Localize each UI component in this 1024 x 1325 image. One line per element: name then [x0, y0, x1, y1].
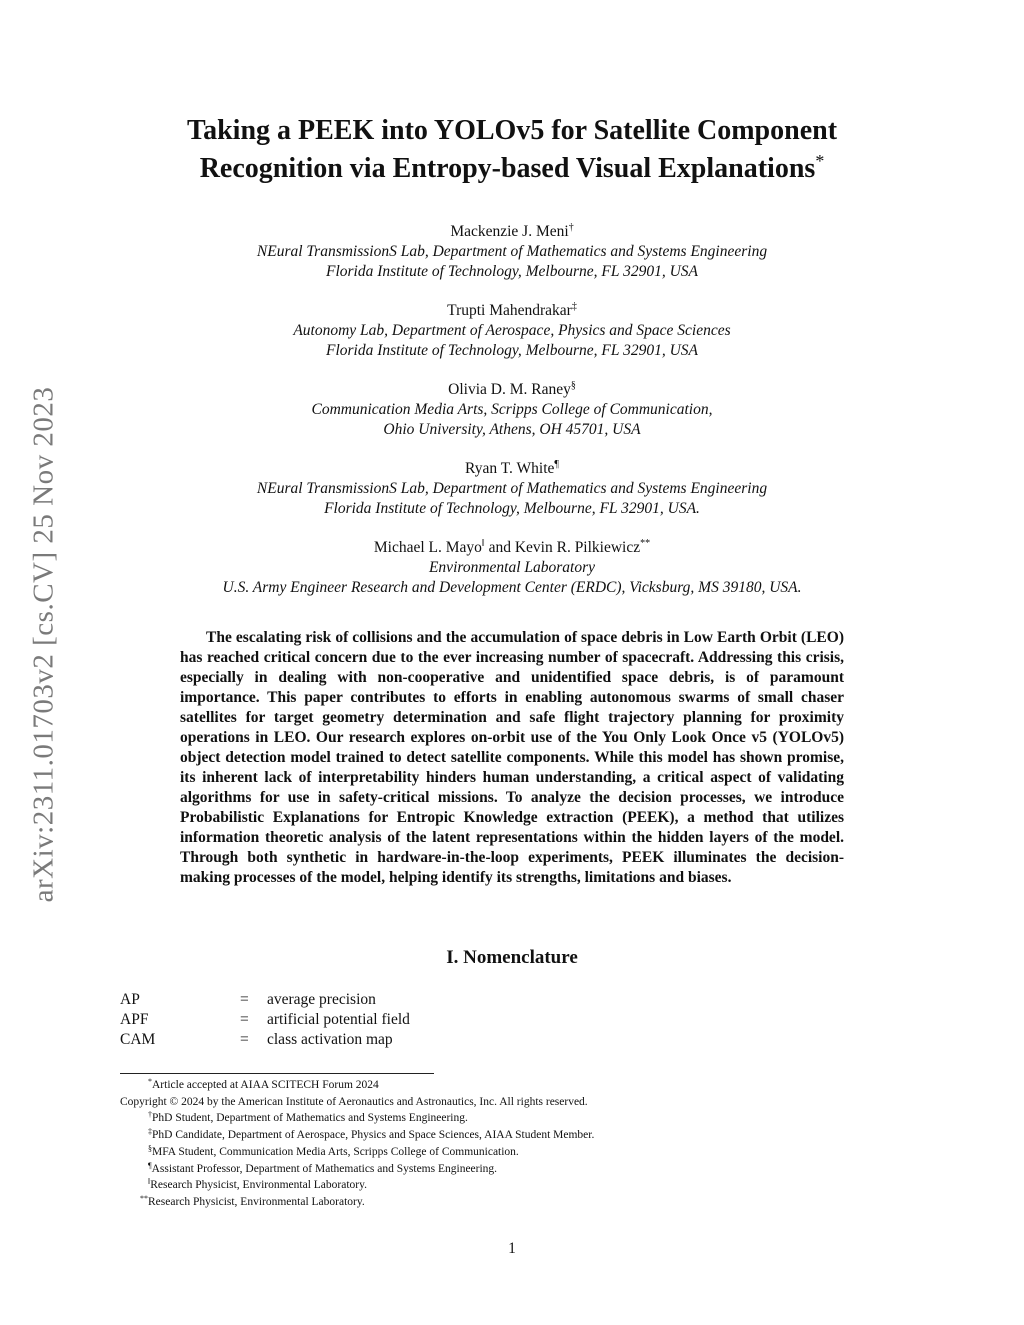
- footnote-text: Copyright © 2024 by the American Institute of Aeronautics and Astronautics, Inc. All rights reserved.: [120, 1095, 588, 1108]
- nomenclature-row: [120, 990, 904, 1010]
- title-line-2: Recognition via Entropy-based Visual Explanations: [199, 153, 816, 184]
- author-footnote-mark: ‖: [481, 538, 485, 549]
- author-name-text: and Kevin R. Pilkiewicz: [484, 539, 641, 556]
- nomenclature-row: [120, 1010, 904, 1030]
- author-footnote-mark: **: [640, 538, 651, 549]
- footnote-mark: †: [148, 1110, 152, 1120]
- author-affiliation-line: Ohio University, Athens, OH 45701, USA: [383, 421, 641, 438]
- author-footnote-mark: ¶: [554, 459, 559, 470]
- footnote: [120, 1094, 904, 1111]
- nomenclature-definition: class activation map: [267, 1031, 393, 1048]
- nomenclature-row: [120, 1030, 904, 1050]
- nomenclature-definition: artificial potential field: [267, 1011, 410, 1028]
- author-affiliation-line: Communication Media Arts, Scripps College of Communication,: [311, 401, 713, 418]
- nomenclature-equals: =: [240, 1011, 249, 1028]
- footnote-text: Article accepted at AIAA SCITECH Forum 2024: [152, 1079, 379, 1091]
- author-block-raney: [120, 380, 904, 440]
- footnote-mark: §: [148, 1143, 152, 1153]
- footnote: [120, 1110, 904, 1127]
- author-name-text: Olivia D. M. Raney: [448, 381, 571, 398]
- footnote-mark: ‡: [148, 1127, 152, 1137]
- footnote-text: PhD Candidate, Department of Aerospace, Physics and Space Sciences, AIAA Student Member.: [152, 1129, 595, 1142]
- author-name-text: Trupti Mahendrakar: [447, 302, 572, 319]
- author-affiliation-line: NEural TransmissionS Lab, Department of Mathematics and Systems Engineering: [256, 480, 768, 497]
- arxiv-identifier-text: arXiv:2311.01703v2 [cs.CV] 25 Nov 2023: [27, 386, 60, 902]
- author-affiliation-line: U.S. Army Engineer Research and Development Center (ERDC), Vicksburg, MS 39180, USA.: [222, 579, 802, 596]
- nomenclature-list: [120, 990, 904, 1050]
- author-block-white: [120, 459, 904, 519]
- page-number: 1: [508, 1240, 516, 1257]
- footnote: [120, 1144, 904, 1161]
- author-affiliation-line: Environmental Laboratory: [428, 559, 596, 576]
- nomenclature-equals: =: [240, 1031, 249, 1048]
- author-block-mahendrakar: [120, 301, 904, 361]
- nomenclature-definition: average precision: [267, 991, 376, 1008]
- title-line-1: Taking a PEEK into YOLOv5 for Satellite Component: [186, 115, 838, 146]
- footnote-text: Research Physicist, Environmental Laboratory.: [148, 1195, 365, 1208]
- nomenclature-abbreviation: APF: [120, 1011, 149, 1028]
- footnote-mark: ¶: [148, 1160, 152, 1170]
- footnote: [120, 1161, 904, 1178]
- footnote: [120, 1177, 904, 1194]
- footnotes: [120, 1077, 904, 1211]
- footnote-text: Research Physicist, Environmental Laboratory.: [150, 1179, 367, 1192]
- footnote-text: MFA Student, Communication Media Arts, Scripps College of Communication.: [152, 1145, 519, 1158]
- author-footnote-mark: ‡: [571, 301, 577, 312]
- section-heading-nomenclature: I. Nomenclature: [446, 947, 578, 968]
- author-name: [120, 380, 904, 400]
- author-affiliation-line: Autonomy Lab, Department of Aerospace, Physics and Space Sciences: [293, 322, 731, 339]
- nomenclature-abbreviation: CAM: [120, 1031, 156, 1048]
- author-name-text: Ryan T. White: [465, 460, 555, 477]
- author-affiliation-line: Florida Institute of Technology, Melbourne, FL 32901, USA: [326, 263, 698, 280]
- nomenclature-abbreviation: AP: [120, 991, 140, 1008]
- footnote-mark: **: [140, 1193, 148, 1203]
- author-footnote-mark: †: [568, 222, 574, 233]
- author-list: [120, 222, 904, 617]
- author-affiliation-line: Florida Institute of Technology, Melbourne, FL 32901, USA: [326, 342, 698, 359]
- author-name: [120, 538, 904, 558]
- title-footnote-mark: *: [815, 151, 825, 171]
- paper-title: [120, 112, 904, 188]
- author-name: [120, 222, 904, 242]
- author-affiliation-line: NEural TransmissionS Lab, Department of Mathematics and Systems Engineering: [256, 243, 768, 260]
- author-block-meni: [120, 222, 904, 282]
- author-affiliation-line: Florida Institute of Technology, Melbourne, FL 32901, USA.: [324, 500, 700, 517]
- author-footnote-mark: §: [570, 380, 576, 391]
- arxiv-identifier-stamp: [26, 349, 62, 939]
- nomenclature-equals: =: [240, 991, 249, 1008]
- abstract-text: The escalating risk of collisions and the accumulation of space debris in Low Earth Orbit (LEO) has reached critical concern due to the ever increasing number of spacecraft. Addressing this crisis, especially in dealing with non-cooperative and unidentified space debris, is of paramount importance. This paper contributes to efforts in enabling autonomous swarms of small chaser satellites for target geometry determination and safe flight trajectory planning for proximity operations in LEO. Our research explores on-orbit use of the You Only Look Once v5 (YOLOv5) object detection model trained to detect satellite components. While this model has shown promise, its inherent lack of interpretability hinders human understanding, a critical aspect of validating algorithms for use in safety-critical missions. To analyze the decision processes, we introduce Probabilistic Explanations for Entropic Knowledge extraction (PEEK), a method that utilizes information theoretic analysis of the latent representations within the hidden layers of the model. Through both synthetic in hardware-in-the-loop experiments, PEEK illuminates the decision-making processes of the model, helping identify its strengths, limitations and biases.: [180, 629, 844, 886]
- footnote-text: Assistant Professor, Department of Mathematics and Systems Engineering.: [151, 1162, 498, 1175]
- footnote-mark: ‖: [148, 1177, 151, 1187]
- author-name: [120, 301, 904, 321]
- author-name-text: Mackenzie J. Meni: [450, 223, 569, 240]
- footnote-mark: *: [148, 1077, 152, 1086]
- footnote-text: PhD Student, Department of Mathematics and Systems Engineering.: [152, 1112, 468, 1125]
- author-name-text: Michael L. Mayo: [373, 539, 482, 556]
- footnote: [120, 1194, 904, 1211]
- footnote: [120, 1127, 904, 1144]
- author-name: [120, 459, 904, 479]
- author-block-mayo-pilkiewicz: [120, 538, 904, 598]
- footnote-divider: [120, 1073, 434, 1074]
- footnote: [120, 1077, 904, 1094]
